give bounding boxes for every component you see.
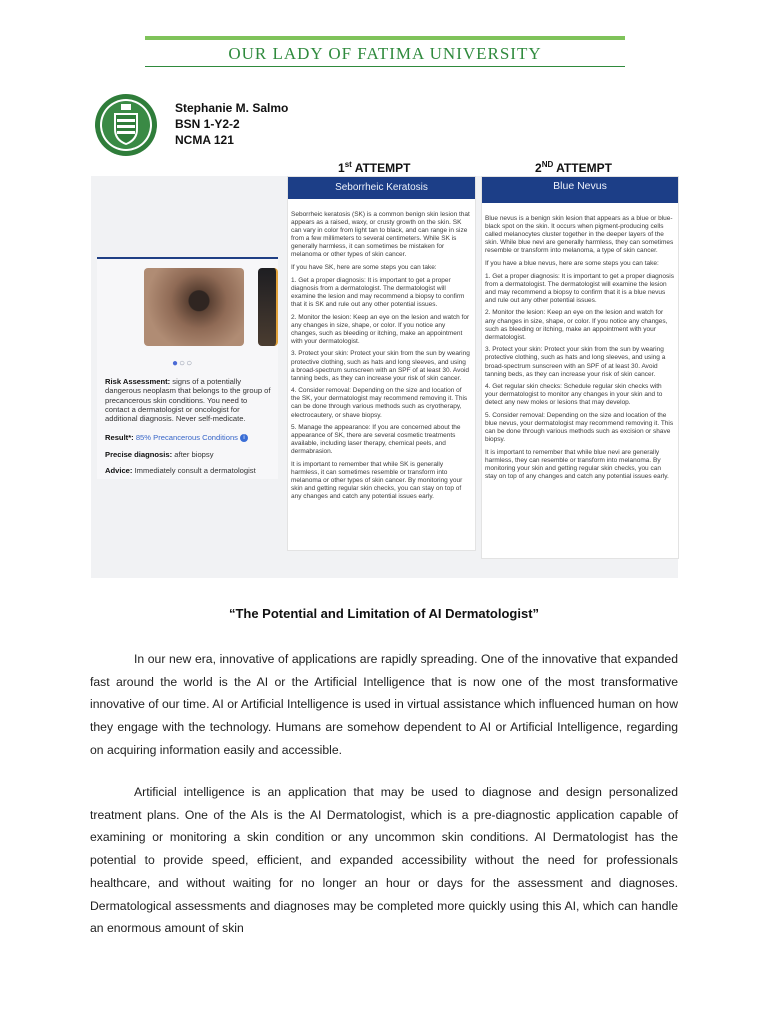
panel-paragraph: 1. Get a proper diagnosis: It is important to get a proper diagnosis from a dermatologist. The dermatologist will examine the lesion and may recommend a biopsy to confirm that it is SK and rule out any other potential issues. xyxy=(291,276,465,308)
panel-paragraph: 2. Monitor the lesion: Keep an eye on the lesion and watch for any changes in size, shape, or color. If you notice any changes, such as bleeding or itching, make an appointment with your dermatologist. xyxy=(485,309,668,341)
student-course: NCMA 121 xyxy=(175,133,234,147)
info-icon: i xyxy=(240,434,248,442)
second-attempt-panel xyxy=(481,176,679,559)
carousel-dots xyxy=(172,358,193,369)
first-attempt-number: 1 xyxy=(338,161,345,175)
student-section: BSN 1-Y2-2 xyxy=(175,117,240,131)
result-value: 85% Precancerous Conditions xyxy=(135,433,238,442)
carousel-inactive-dots: ○○ xyxy=(179,358,194,369)
panel-paragraph: 2. Monitor the lesion: Keep an eye on the lesion and watch for any changes in size, shape, or color. If you notice any changes, such as bleeding or itching, make an appointment with your dermatologist. xyxy=(291,313,470,345)
first-attempt-suffix: st xyxy=(344,160,352,169)
panel-paragraph: 5. Manage the appearance: If you are concerned about the appearance of SK, there are several cosmetic treatments available, including laser therapy, chemical peels, and dermabrasion. xyxy=(291,424,461,456)
panel-paragraph: If you have SK, here are some steps you can take: xyxy=(291,264,437,272)
panel-title: Seborrheic Keratosis xyxy=(288,177,475,199)
panel-paragraph: 3. Protect your skin: Protect your skin from the sun by wearing protective clothing, such as hats and long sleeves, and using a broad-spectrum sunscreen with an SPF of at least 30. Avoid tanning beds, as they can increase your risk of skin cancer. xyxy=(485,346,666,378)
risk-assessment xyxy=(105,377,273,423)
first-attempt-panel xyxy=(287,176,476,551)
paragraph-text: In our new era, innovative of applications are rapidly spreading. One of the innovative that expanded fast around the world is the AI or the Artificial Intelligence that is now one of the most transformative innovative of our time. AI or Artificial Intelligence is used in virtual assistance which influenced human on how they engage with the technology. Humans are somehow dependent to AI or Artificial Intelligence, regarding on acquiring information easily and accessible. xyxy=(90,652,678,757)
essay-title: “The Potential and Limitation of AI Dermatologist” xyxy=(228,606,540,621)
panel-paragraph: It is important to remember that while blue nevi are generally harmless, they can resemble or transform into melanoma. By monitoring your skin and getting regular skin checks, you can stay on top of any changes and catch any potential issues early. xyxy=(485,448,669,481)
header-accent-bar xyxy=(145,36,625,40)
first-attempt-word: ATTEMPT xyxy=(354,161,411,175)
panel-paragraph: 4. Get regular skin checks: Schedule regular skin checks with your dermatologist to monitor any changes in your skin and to detect any new moles or lesions that may develop. xyxy=(485,383,663,407)
second-attempt-label xyxy=(535,160,612,175)
second-attempt-suffix: ND xyxy=(541,160,554,169)
risk-label: Risk Assessment: xyxy=(105,377,171,386)
first-attempt-label xyxy=(338,160,410,175)
university-seal-icon xyxy=(94,93,158,157)
advice xyxy=(105,466,256,475)
skin-lesion-photo-next xyxy=(258,268,278,346)
carousel-active-dot: ● xyxy=(172,358,180,369)
precise-label: Precise diagnosis: xyxy=(105,450,173,459)
advice-label: Advice: xyxy=(105,466,133,475)
panel-paragraph: 5. Consider removal: Depending on the size and location of the blue nevus, your dermatologist may recommend removing it. This can be done through various methods such as excision or shave biopsy. xyxy=(485,411,674,444)
advice-value: Immediately consult a dermatologist xyxy=(134,466,256,475)
student-name: Stephanie M. Salmo xyxy=(175,101,289,115)
panel-paragraph: Seborrheic keratosis (SK) is a common benign skin lesion that appears as a raised, waxy, or crusty growth on the skin. SK can vary in color from light tan to black, and can range in size from a few millimeters to several centimeters. While SK is generally harmless, it can sometimes be mistaken for melanoma or other types of skin cancer. xyxy=(291,211,470,259)
panel-paragraph: 4. Consider removal: Depending on the size and location of the SK, your dermatologist may recommend removing it. This can be done through various methods such as cryotherapy, electrocautery, or shave biopsy. xyxy=(291,387,468,419)
header-divider xyxy=(145,66,625,67)
precise-diagnosis xyxy=(105,450,214,459)
panel-body xyxy=(482,203,678,481)
panel-paragraph: Blue nevus is a benign skin lesion that appears as a blue or blue-black spot on the skin. It occurs when pigment-producing cells called melanocytes cluster together in the deeper layers of the skin. While blue nevi are generally harmless, they can sometimes resemble or transform into melanoma, a type of skin cancer. xyxy=(485,215,674,255)
panel-paragraph: 1. Get a proper diagnosis: It is important to get a proper diagnosis from a dermatologist. The dermatologist will examine the lesion and may recommend a biopsy to confirm that it is a blue nevus and rule out any other potential issues. xyxy=(485,272,674,304)
risk-text: signs of a potentially dangerous neoplasm that belongs to the group of precancerous skin conditions. You need to contact a dermatologist or oncologist for additional diagnosis. Never self-medicate. xyxy=(105,377,271,424)
panel-title: Blue Nevus xyxy=(482,177,678,203)
panel-paragraph: It is important to remember that while SK is generally harmless, it can sometimes resemble or transform into melanoma or other types of skin cancer. By monitoring your skin and getting regular skin checks, you can stay on top of any changes and catch any potential issues early. xyxy=(291,461,463,501)
precise-value: after biopsy xyxy=(174,450,214,459)
essay-paragraph-1 xyxy=(90,648,678,762)
second-attempt-word: ATTEMPT xyxy=(556,161,612,175)
result-line xyxy=(105,433,248,442)
panel-body xyxy=(288,199,475,502)
skin-lesion-photo xyxy=(144,268,244,346)
panel-paragraph: 3. Protect your skin: Protect your skin from the sun by wearing protective clothing, such as hats and long sleeves, and using a broad-spectrum sunscreen with an SPF of at least 30. Avoid tanning beds, as they can increase your risk of skin cancer. xyxy=(291,350,470,382)
paragraph-text: Artificial intelligence is an application that may be used to diagnose and design personalized treatment plans. One of the AIs is the AI Dermatologist, which is a pre-diagnostic application capable of examining or monitoring a skin condition or any uncommon skin conditions. AI Dermatologist has the potential to provide speed, efficient, and expanded accessibility without the need for professionals healthcare, and without waiting for no longer an hour or days for the assessment and diagnoses. Dermatological assessments and diagnoses may be completed more quickly using this AI, which can handle an enormous amount of skin xyxy=(90,785,678,936)
student-info xyxy=(175,100,288,148)
panel-paragraph: If you have a blue nevus, here are some steps you can take: xyxy=(485,259,659,267)
result-label: Result*: xyxy=(105,433,134,442)
university-name: OUR LADY OF FATIMA UNIVERSITY xyxy=(228,44,542,63)
essay-paragraph-2 xyxy=(90,781,678,940)
second-attempt-number: 2 xyxy=(535,161,542,175)
